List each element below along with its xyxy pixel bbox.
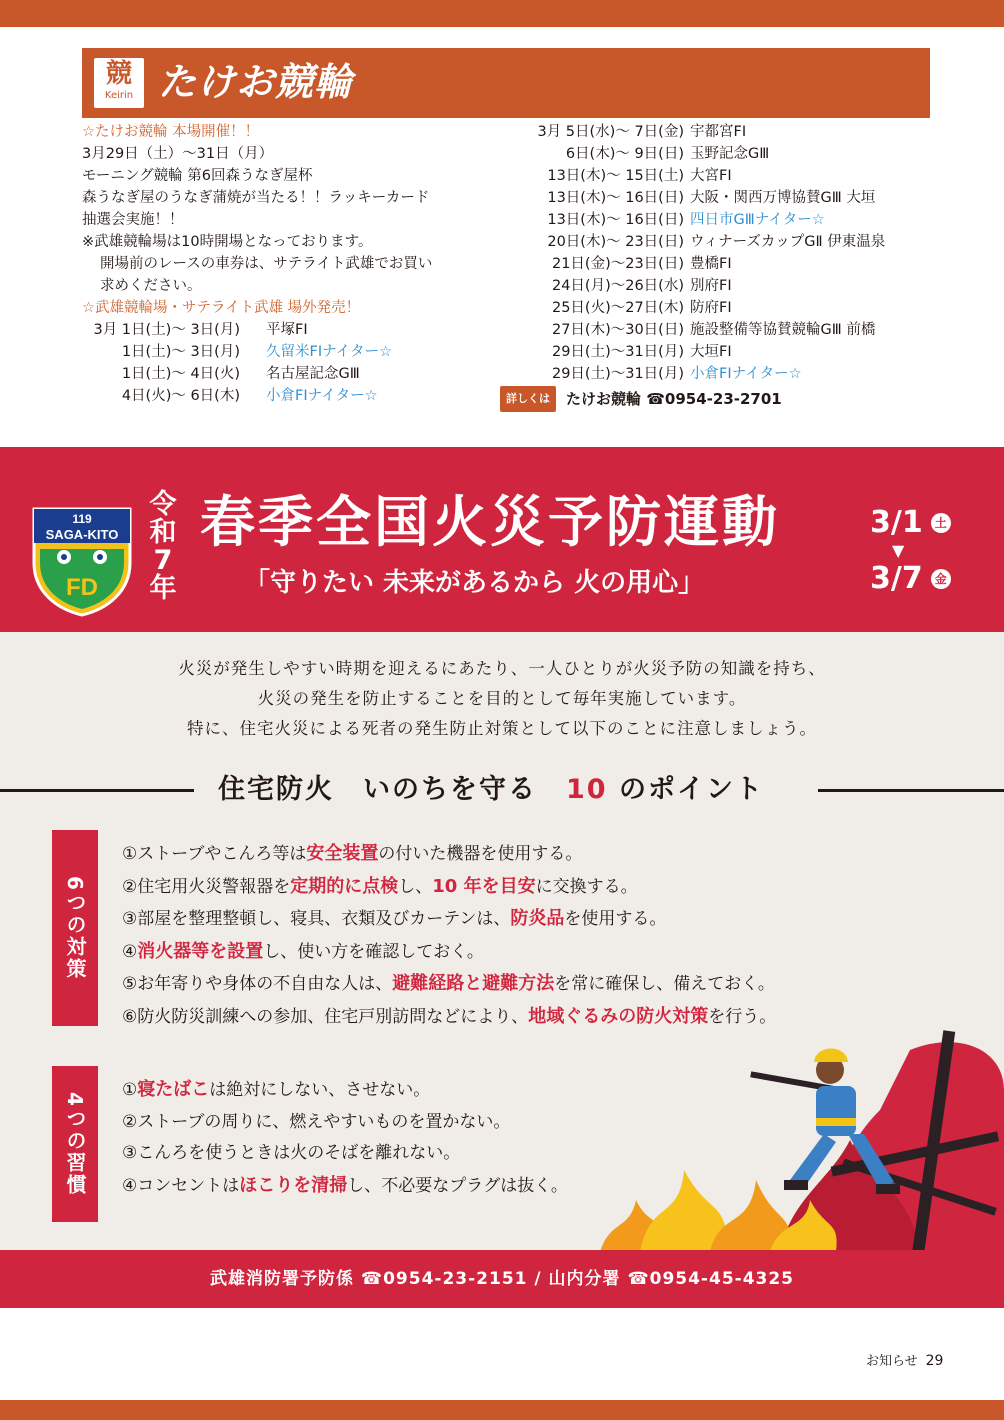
list-item-part: 10 年を目安 [432,875,536,897]
keirin-contact [500,387,940,411]
keirin-left-column [82,121,502,407]
page-number: 29 [925,1353,944,1369]
list-item-part: ⑥防火防災訓練への参加、住宅戸別訪問などにより、 [122,1006,529,1027]
list-item-part: ③部屋を整理整頓し、寝具、衣類及びカーテンは、 [122,909,511,929]
list-item [122,903,776,936]
race-event: 名古屋記念GⅢ [266,366,360,382]
list-item-part: 寝たばこ [137,1079,210,1100]
list-item-part: ③こんろを使うときは火のそばを離れない。 [122,1143,461,1163]
keirin-info-line: 森うなぎ屋のうなぎ蒲焼が当たる！！ラッキーカード [82,190,430,206]
list-item-part: を使用する。 [564,909,667,929]
race-row [500,121,940,143]
campaign-dates [870,505,980,597]
list-item-part: に交換する。 [535,876,638,897]
list-item [122,968,776,1001]
keirin-contact-text: たけお競輪 ☎0954-23-2701 [566,390,782,408]
measures-label: 6つの対策 [52,830,98,1026]
points-heading [0,770,1004,810]
race-dates: 6日(木)～ 9日(日) [565,146,684,162]
race-dates: 3月 1日(土)～ 3日(月) [93,322,240,338]
race-event: 施設整備等協賛競輪GⅢ 前橋 [690,322,876,338]
list-item-part: 安全装置 [306,843,379,864]
list-item-part: ① [122,1080,138,1100]
list-item-part: ①ストーブやこんろ等は [122,844,307,864]
keirin-info-line: 開場前のレースの車券は、サテライト武雄でお買い [100,256,433,272]
list-item-part: の付いた機器を使用する。 [378,844,583,864]
emblem-letters: FD [66,574,98,601]
keirin-info-line: 求めください。 [100,278,202,294]
list-item-part: し、使い方を確認しておく。 [263,941,484,962]
habits-label: 4つの習慣 [52,1066,98,1222]
list-item-part: 地域ぐるみの防火対策 [528,1005,709,1027]
date-end-day: 金 [931,569,951,589]
list-item [122,1074,568,1107]
list-item-part: 避難経路と避難方法 [392,973,555,994]
race-event: 小倉FⅠナイター☆ [690,366,802,382]
habits-list [122,1074,568,1202]
list-item [122,1138,568,1170]
fire-department-emblem [30,499,134,617]
era-year-char: 年 [149,573,177,604]
date-end: 3/7 [870,561,923,596]
list-item-part: を常に確保し、備えておく。 [554,974,775,994]
keirin-info-line: ※武雄競輪場は10時開場となっております。 [82,234,373,250]
race-dates: 20日(木)～ 23日(日) [547,234,684,250]
bottom-color-bar [0,1400,1004,1420]
race-row [500,275,940,297]
keirin-info-line: ☆武雄競輪場・サテライト武雄 場外発売！ [82,300,361,316]
race-dates: 1日(土)～ 4日(火) [121,366,240,382]
intro-line: 特に、住宅火災による死者の発生防止対策として以下のことに注意しましょう。 [187,719,817,738]
race-row [500,363,940,385]
era-year-vertical [146,491,180,603]
race-event: 久留米FⅠナイター☆ [266,344,393,360]
heading-rule-left [0,789,194,792]
race-event: 防府FⅠ [690,300,732,316]
list-item [122,1170,568,1203]
list-item-part: 消火器等を設置 [137,940,264,962]
race-event: 大宮FⅠ [690,168,732,184]
heading-rule-right [818,789,1004,792]
race-event: 四日市GⅢナイター☆ [690,212,825,228]
fire-prevention-banner [0,447,1004,632]
race-row [82,319,502,341]
list-item [122,838,776,871]
top-color-bar [0,0,1004,27]
list-item-part: ②ストーブの周りに、燃えやすいものを置かない。 [122,1111,511,1132]
keirin-logo-kanji: 競 [105,59,132,89]
list-item-part: を行う。 [708,1006,777,1027]
measures-list [122,838,776,1033]
firefighter-illustration [580,1030,1004,1252]
race-row [500,209,940,231]
fire-campaign-slogan: 「守りたい 未来があるから 火の用心」 [244,568,705,598]
keirin-logo-en: Keirin [104,90,134,101]
keirin-title: たけお競輪 [158,60,354,104]
race-dates: 29日(土)～31日(月) [551,366,684,382]
race-dates: 13日(木)～ 16日(日) [547,190,684,206]
list-item [122,1107,568,1139]
keirin-right-column [500,121,940,411]
intro-text [0,654,1004,744]
race-row [82,363,502,385]
list-item-part: ②住宅用火災警報器を [122,876,291,897]
race-row [82,341,502,363]
points-heading-text: 住宅防火 いのちを守る 10 のポイント [218,774,764,805]
list-item [122,1001,776,1034]
list-item-part: は絶対にしない、させない。 [209,1080,431,1100]
race-dates: 29日(土)～31日(月) [551,344,684,360]
era-year-char: 和 [149,517,177,548]
keirin-banner [82,48,930,118]
list-item-part: ほこりを清掃 [239,1174,348,1196]
race-dates: 24日(月)～26日(水) [551,278,684,294]
date-start-day: 土 [931,513,951,533]
race-row [500,143,940,165]
race-event: 小倉FⅠナイター☆ [266,388,378,404]
emblem-number: 119 [72,512,92,526]
race-event: 玉野記念GⅢ [690,146,770,162]
race-row [500,319,940,341]
list-item-part: 定期的に点検 [290,875,399,897]
race-row [500,341,940,363]
race-dates: 21日(金)～23日(日) [551,256,684,272]
race-event: 別府FⅠ [690,278,732,294]
contact-footer: 武雄消防署予防係 ☎0954-23-2151 / 山内分署 ☎0954-45-4325 [0,1250,1004,1308]
race-row [500,187,940,209]
race-dates: 13日(木)～ 15日(土) [547,168,684,184]
list-item [122,871,776,904]
race-dates: 1日(土)～ 3日(月) [121,344,240,360]
race-event: 宇都宮FⅠ [690,124,747,140]
page-section-label: お知らせ [866,1354,918,1369]
race-dates: 3月 5日(水)～ 7日(金) [537,124,684,140]
keirin-info-line: 抽選会実施！！ [82,212,184,228]
race-dates: 4日(火)～ 6日(木) [121,388,240,404]
emblem-text: SAGA-KITO [45,527,119,542]
page-footer [866,1350,943,1369]
race-event: 平塚FⅠ [266,322,308,338]
race-event: 大垣FⅠ [690,344,732,360]
list-item-part: し、 [398,876,433,897]
race-event: ウィナーズカップGⅡ 伊東温泉 [690,234,886,250]
race-dates: 13日(木)～ 16日(日) [547,212,684,228]
era-year-char: 7 [153,545,173,576]
fire-campaign-title: 春季全国火災予防運動 [200,490,781,554]
race-row [82,385,502,407]
keirin-info-line: モーニング競輪 第6回森うなぎ屋杯 [82,168,313,184]
date-start: 3/1 [870,505,923,540]
keirin-info-line: ☆たけお競輪 本場開催！！ [82,124,260,140]
list-item-part: ④コンセントは [122,1175,240,1196]
list-item [122,936,776,969]
race-row [500,165,940,187]
race-dates: 25日(火)～27日(木) [551,300,684,316]
list-item-part: 防炎品 [510,908,565,929]
race-row [500,231,940,253]
detail-tag: 詳しくは [500,386,556,412]
race-event: 大阪・関西万博協賛GⅢ 大垣 [690,190,876,206]
keirin-info-line: 3月29日（土）～31日（月） [82,146,274,162]
race-event: 豊橋FⅠ [690,256,732,272]
race-dates: 27日(木)～30日(日) [551,322,684,338]
intro-line: 火災の発生を防止することを目的として毎年実施しています。 [257,689,747,708]
list-item-part: し、不必要なプラグは抜く。 [347,1175,568,1196]
race-row [500,297,940,319]
intro-line: 火災が発生しやすい時期を迎えるにあたり、一人ひとりが火災予防の知識を持ち、 [178,659,826,678]
date-arrow-icon: ▼ [892,541,905,560]
list-item-part: ④ [122,941,138,962]
race-row [500,253,940,275]
keirin-logo [94,58,144,108]
era-year-char: 令 [149,489,177,520]
list-item-part: ⑤お年寄りや身体の不自由な人は、 [122,974,393,994]
